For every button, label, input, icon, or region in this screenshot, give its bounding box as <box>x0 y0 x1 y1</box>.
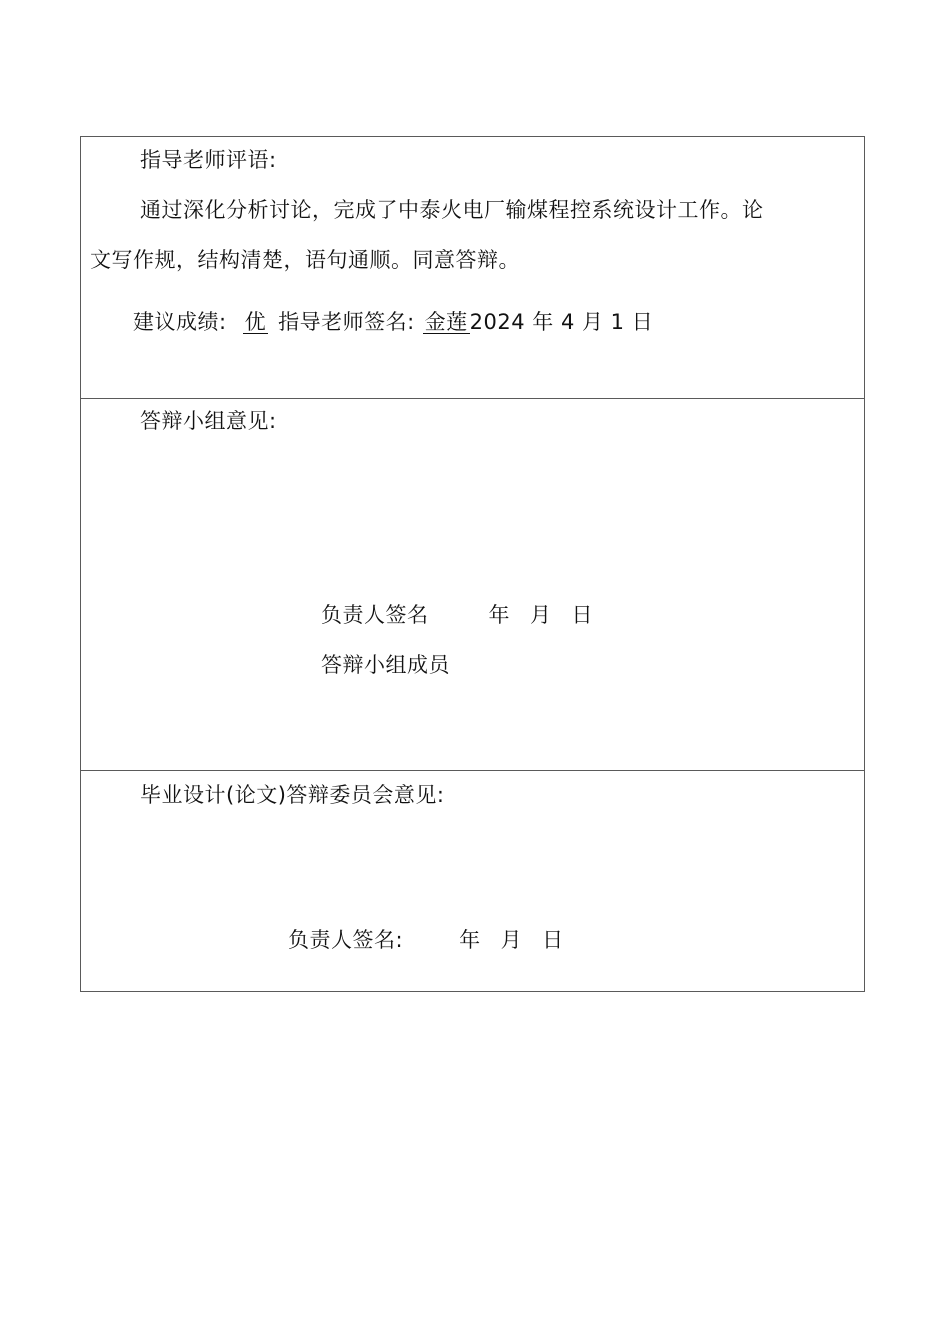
committee-section <box>81 770 864 991</box>
advisor-signature-label: 指导老师签名: <box>278 310 415 334</box>
advisor-grade-row <box>133 309 653 335</box>
defense-leader-signature-label: 负责人签名 <box>321 603 429 627</box>
defense-group-members-label: 答辩小组成员 <box>321 653 450 677</box>
committee-date-day: 日 <box>542 928 564 952</box>
committee-heading: 毕业设计(论文)答辩委员会意见: <box>140 783 445 807</box>
advisor-comment-section <box>81 137 864 398</box>
grade-value: 优 <box>244 310 267 334</box>
defense-date-month: 月 <box>530 603 552 627</box>
advisor-comment-heading: 指导老师评语: <box>140 148 277 172</box>
advisor-signature-date: 2024 年 4 月 1 日 <box>469 310 654 334</box>
defense-group-section <box>81 398 864 770</box>
defense-group-signature-row <box>321 602 593 628</box>
advisor-comment-line-1: 通过深化分析讨论，完成了中泰火电厂输煤程控系统设计工作。论 <box>140 198 764 222</box>
advisor-signature-value: 金莲 <box>424 310 468 334</box>
committee-signature-row <box>288 927 564 953</box>
committee-date-year: 年 <box>459 928 481 952</box>
defense-group-heading: 答辩小组意见: <box>140 409 277 433</box>
committee-date-month: 月 <box>500 928 523 952</box>
grade-label: 建议成绩: <box>133 310 227 334</box>
committee-leader-signature-label: 负责人签名: <box>288 928 404 952</box>
evaluation-form-table <box>80 136 865 992</box>
advisor-comment-line-2: 文写作规，结构清楚，语句通顺。同意答辩。 <box>90 248 520 272</box>
defense-date-day: 日 <box>571 603 593 627</box>
defense-date-year: 年 <box>488 603 510 627</box>
